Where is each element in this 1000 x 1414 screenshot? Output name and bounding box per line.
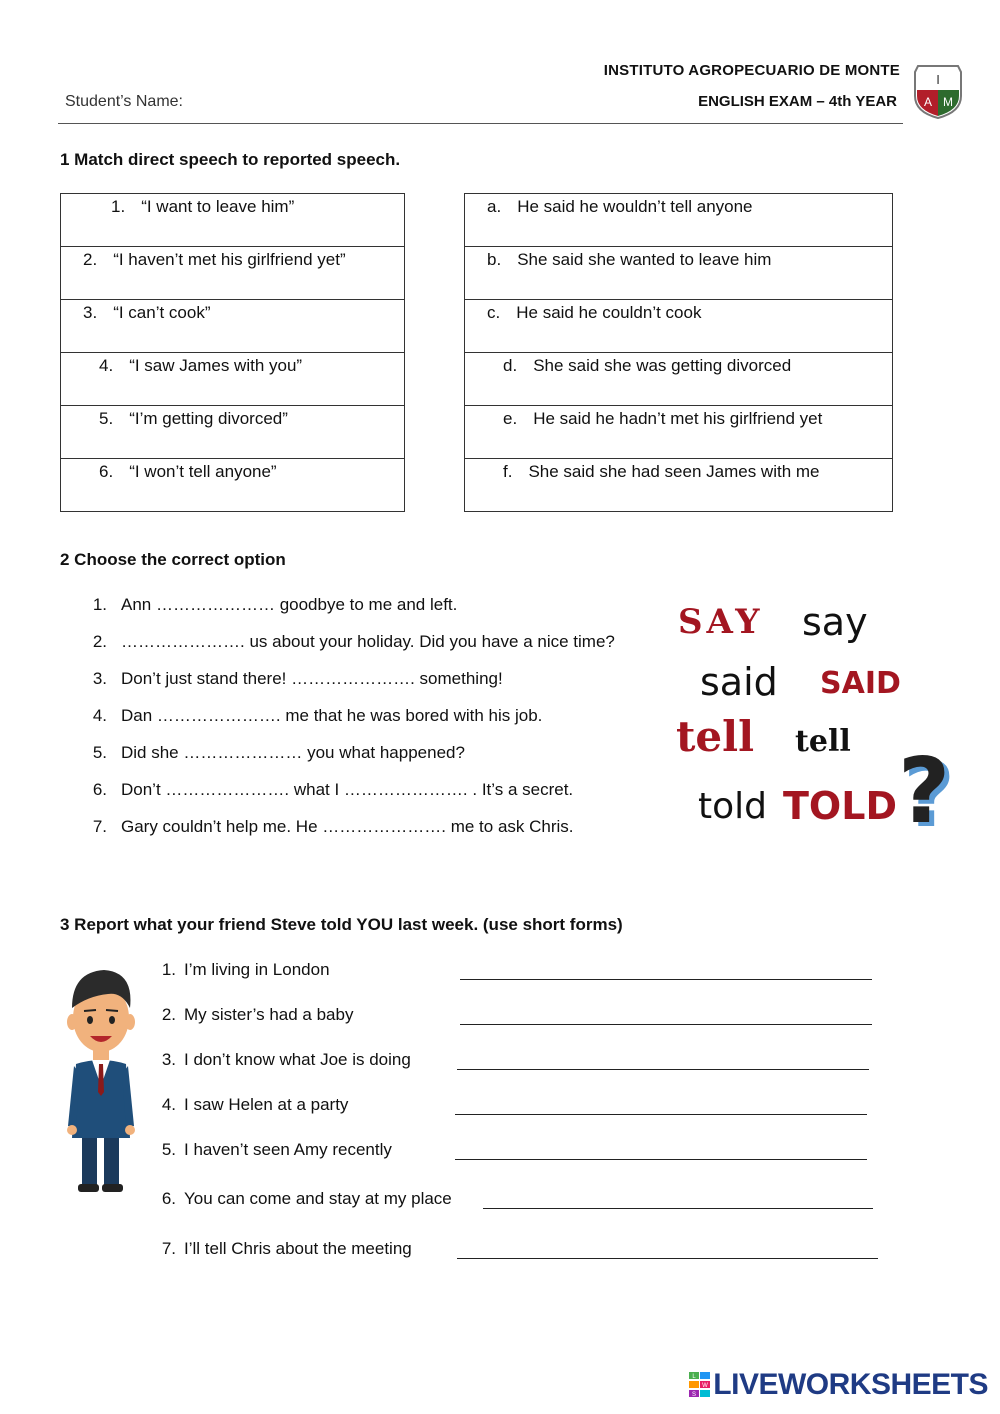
table-row [61, 406, 405, 459]
item-number: 4. [161, 1095, 176, 1114]
word-tell-black: tell [795, 724, 851, 759]
reported-speech-text: She said she had seen James with me [528, 462, 820, 481]
school-crest-icon [913, 62, 963, 120]
crest-letter-a: A [923, 95, 933, 109]
row-number: 6. [99, 462, 114, 481]
word-told-upper: TOLD [783, 784, 897, 828]
header-divider [58, 123, 903, 124]
item-number: 3. [161, 1050, 176, 1069]
answer-line[interactable] [455, 1159, 867, 1160]
item-number: 6. [161, 1189, 176, 1208]
logo-text: LIVEWORKSHEETS [713, 1368, 988, 1401]
row-letter: f. [503, 462, 513, 481]
direct-speech-text: “I saw James with you” [129, 356, 303, 375]
exam-title: ENGLISH EXAM – 4th YEAR [698, 93, 897, 110]
answer-line[interactable] [483, 1208, 873, 1209]
table-row [465, 459, 893, 512]
businessman-illustration [64, 966, 138, 1194]
row-letter: d. [503, 356, 518, 375]
answer-line[interactable] [460, 979, 872, 980]
item-text: You can come and stay at my place [184, 1189, 452, 1208]
item-text: Did she ………………… you what happened? [121, 743, 465, 762]
direct-speech-text: “I’m getting divorced” [129, 409, 288, 428]
row-letter: b. [487, 250, 502, 269]
row-number: 4. [99, 356, 114, 375]
reported-speech-text: He said he wouldn’t tell anyone [517, 197, 753, 216]
item-text: …………………. us about your holiday. Did you have a nice time? [121, 632, 615, 651]
list-item [150, 1095, 348, 1115]
liveworksheets-logo[interactable] [689, 1368, 988, 1402]
item-text: Gary couldn’t help me. He …………………. me to ask Chris. [121, 817, 574, 836]
list-item [60, 632, 660, 669]
row-number: 1. [111, 197, 126, 216]
item-text: I saw Helen at a party [184, 1095, 349, 1114]
direct-speech-text: “I won’t tell anyone” [129, 462, 277, 481]
table-row [465, 406, 893, 459]
row-letter: c. [487, 303, 501, 322]
direct-speech-text: “I haven’t met his girlfriend yet” [113, 250, 346, 269]
reported-speech-text: She said she was getting divorced [533, 356, 792, 375]
table-row [61, 247, 405, 300]
item-text: I don’t know what Joe is doing [184, 1050, 411, 1069]
word-said-lower: said [700, 660, 778, 704]
crest-letter-m: M [943, 95, 953, 109]
list-item [150, 1050, 411, 1070]
list-item [150, 1189, 452, 1209]
choose-option-list [60, 595, 660, 854]
direct-speech-text: “I can’t cook” [113, 303, 211, 322]
list-item [60, 780, 660, 817]
list-item [150, 1239, 412, 1259]
item-text: Ann ………………… goodbye to me and left. [121, 595, 458, 614]
answer-line[interactable] [457, 1258, 878, 1259]
list-item [60, 743, 660, 780]
item-text: Dan …………………. me that he was bored with his job. [121, 706, 543, 725]
table-row [465, 247, 893, 300]
direct-speech-table [60, 193, 405, 512]
row-letter: a. [487, 197, 502, 216]
item-text: I haven’t seen Amy recently [184, 1140, 392, 1159]
list-item [60, 669, 660, 706]
table-row [61, 353, 405, 406]
item-number: 5. [92, 743, 107, 762]
word-told-lower: told [698, 786, 767, 827]
list-item [60, 595, 660, 632]
logo-letter: W [702, 1383, 709, 1389]
reported-speech-text: She said she wanted to leave him [517, 250, 772, 269]
item-text: I’ll tell Chris about the meeting [184, 1239, 412, 1258]
item-number: 7. [92, 817, 107, 836]
item-text: Don’t …………………. what I …………………. . It’s a secret. [121, 780, 574, 799]
list-item [60, 706, 660, 743]
list-item [150, 960, 330, 980]
question-mark-icon: ? [898, 739, 951, 844]
item-text: My sister’s had a baby [184, 1005, 354, 1024]
list-item [150, 1005, 353, 1025]
table-row [61, 194, 405, 247]
table-row [61, 300, 405, 353]
item-number: 2. [161, 1005, 176, 1024]
answer-line[interactable] [460, 1024, 872, 1025]
word-tell-red: tell [676, 712, 755, 761]
report-list [150, 960, 890, 1270]
logo-letter: L [692, 1374, 696, 1380]
table-row [61, 459, 405, 512]
section3-title: 3 Report what your friend Steve told YOU last week. (use short forms) [60, 915, 623, 934]
row-letter: e. [503, 409, 518, 428]
reported-speech-text: He said he couldn’t cook [516, 303, 702, 322]
section1-title: 1 Match direct speech to reported speech. [60, 150, 401, 169]
item-text: I’m living in London [184, 960, 330, 979]
school-name: INSTITUTO AGROPECUARIO DE MONTE [603, 62, 900, 79]
logo-letter: S [692, 1392, 697, 1398]
word-said-upper: SAID [820, 666, 901, 701]
word-say-upper: SAY [678, 602, 764, 642]
item-text: Don’t just stand there! …………………. something! [121, 669, 503, 688]
table-row [465, 194, 893, 247]
table-row [465, 353, 893, 406]
direct-speech-text: “I want to leave him” [141, 197, 295, 216]
item-number: 4. [92, 706, 107, 725]
word-say-lower: say [802, 600, 868, 644]
reported-speech-table [464, 193, 893, 512]
row-number: 2. [83, 250, 98, 269]
section2-title: 2 Choose the correct option [60, 550, 286, 569]
reported-speech-text: He said he hadn’t met his girlfriend yet [533, 409, 823, 428]
item-number: 7. [161, 1239, 176, 1258]
item-number: 3. [92, 669, 107, 688]
answer-line[interactable] [457, 1069, 869, 1070]
liveworksheets-logo-icon [689, 1372, 711, 1398]
item-number: 5. [161, 1140, 176, 1159]
row-number: 3. [83, 303, 98, 322]
list-item [60, 817, 660, 854]
table-row [465, 300, 893, 353]
item-number: 6. [92, 780, 107, 799]
item-number: 1. [161, 960, 176, 979]
item-number: 1. [92, 595, 107, 614]
answer-line[interactable] [455, 1114, 867, 1115]
row-number: 5. [99, 409, 114, 428]
crest-letter-i: I [936, 72, 940, 87]
student-name-label: Student’s Name: [65, 93, 183, 110]
list-item [150, 1140, 392, 1160]
item-number: 2. [92, 632, 107, 651]
